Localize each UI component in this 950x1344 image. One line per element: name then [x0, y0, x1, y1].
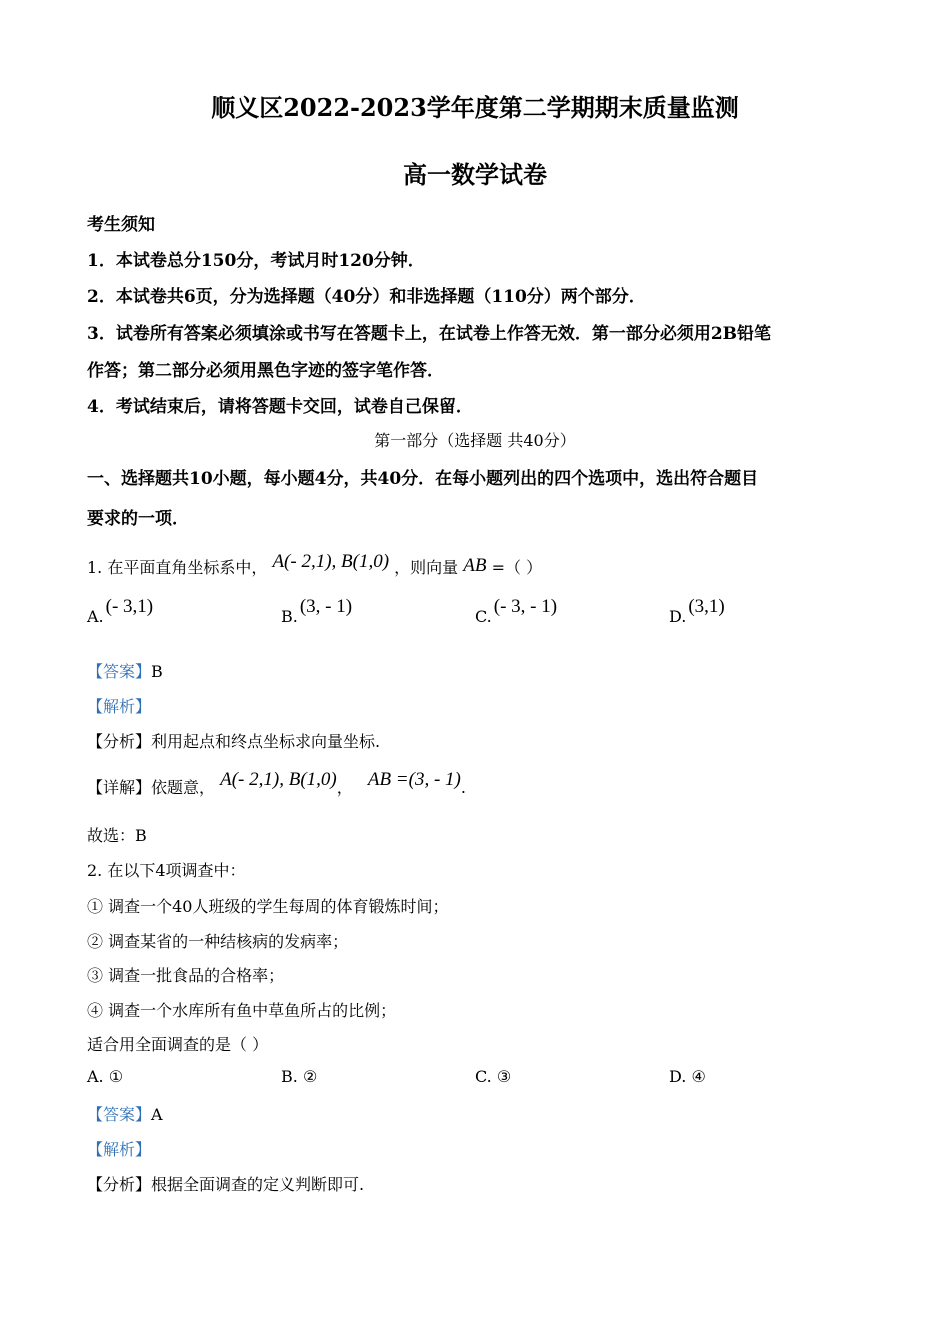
- answer-value: B: [151, 662, 163, 681]
- q2-option-c: [475, 1067, 511, 1086]
- notice-item-3: 3．试卷所有答案必须填涂或书写在答题卡上，在试卷上作答无效．第一部分必须用2B铅笔: [87, 324, 772, 344]
- option-label: A.: [87, 607, 104, 626]
- q1-option-c: [475, 596, 558, 628]
- notice-item-2: 2．本试卷共6页，分为选择题（40分）和非选择题（110分）两个部分．: [87, 287, 646, 307]
- option-value: ④: [691, 1067, 706, 1086]
- q1-option-b: [281, 596, 353, 628]
- detail-sep: ，: [336, 778, 353, 797]
- option-value: ②: [302, 1067, 318, 1086]
- q1-prefix: 1. 在平面直角坐标系中，: [87, 558, 268, 577]
- answer-tag: 【答案】: [87, 1105, 152, 1124]
- q1-answer: [87, 659, 163, 682]
- detail-end: .: [460, 778, 466, 797]
- part1-instruction-cont: 要求的一项．: [87, 509, 189, 529]
- question-1-stem: [87, 551, 543, 579]
- q2-option-a: [87, 1067, 123, 1086]
- question-2-stem: 2. 在以下4项调查中：: [87, 861, 246, 880]
- option-label: C.: [475, 1067, 492, 1086]
- exam-title: 顺义区2022-2023学年度第二学期期末质量监测: [211, 93, 739, 122]
- q1-vector-ab: AB: [463, 555, 487, 576]
- fenxi-text: 利用起点和终点坐标求向量坐标.: [151, 732, 381, 751]
- q1-middle: ，则向量: [394, 558, 459, 577]
- part1-title: 第一部分（选择题 共40分）: [374, 431, 576, 450]
- q2-answer: [87, 1102, 163, 1125]
- exam-subtitle: 高一数学试卷: [403, 160, 547, 189]
- q2-item-4: ④ 调查一个水库所有鱼中草鱼所占的比例；: [87, 1001, 397, 1020]
- q2-fenxi: [87, 1172, 364, 1195]
- option-label: D.: [669, 607, 687, 626]
- option-value: ③: [496, 1067, 512, 1086]
- fenxi-tag: 【分析】: [87, 1175, 152, 1194]
- part1-instruction: 一、选择题共10小题，每小题4分，共40分．在每小题列出的四个选项中，选出符合题目: [87, 469, 759, 489]
- detail-tag: 【详解】: [87, 778, 152, 797]
- notice-item-4: 4．考试结束后，请将答题卡交回，试卷自己保留．: [87, 397, 473, 417]
- option-label: B.: [281, 1067, 298, 1086]
- option-value: (- 3,1): [105, 596, 154, 617]
- answer-tag: 【答案】: [87, 662, 152, 681]
- q1-option-a: [87, 596, 154, 628]
- option-label: A.: [87, 1067, 104, 1086]
- option-value: ①: [108, 1067, 124, 1086]
- notice-heading: 考生须知: [87, 215, 155, 235]
- option-label: D.: [669, 1067, 687, 1086]
- q1-conclusion: 故选：B: [87, 826, 147, 845]
- option-value: (3, - 1): [299, 596, 353, 617]
- option-label: B.: [281, 607, 298, 626]
- q1-points-math: A(- 2,1), B(1,0): [272, 551, 390, 572]
- q1-detail: [87, 769, 466, 799]
- notice-item-3-cont: 作答；第二部分必须用黑色字迹的签字笔作答．: [87, 361, 444, 381]
- q1-suffix: =（ ）: [491, 558, 543, 577]
- notice-item-1: 1．本试卷总分150分，考试月时120分钟．: [87, 251, 425, 271]
- fenxi-text: 根据全面调查的定义判断即可.: [151, 1175, 365, 1194]
- detail-math-points: A(- 2,1), B(1,0): [220, 769, 337, 790]
- q1-fenxi: [87, 729, 380, 752]
- q2-option-d: [669, 1067, 706, 1086]
- option-label: C.: [475, 607, 492, 626]
- q2-item-1: ① 调查一个40人班级的学生每周的体育锻炼时间；: [87, 897, 449, 916]
- q1-option-d: [669, 596, 725, 628]
- q2-analysis-tag: 【解析】: [87, 1140, 152, 1159]
- q2-option-b: [281, 1067, 317, 1086]
- option-value: (- 3, - 1): [493, 596, 558, 617]
- q1-analysis-tag: 【解析】: [87, 697, 152, 716]
- option-value: (3,1): [688, 596, 725, 617]
- fenxi-tag: 【分析】: [87, 732, 152, 751]
- detail-prefix: 依题意，: [151, 778, 216, 797]
- q2-question: 适合用全面调查的是（ ）: [87, 1035, 269, 1054]
- answer-value: A: [151, 1105, 163, 1124]
- q2-item-2: ② 调查某省的一种结核病的发病率；: [87, 932, 349, 951]
- q2-item-3: ③ 调查一批食品的合格率；: [87, 966, 285, 985]
- detail-math-vector: AB =(3, - 1): [367, 769, 461, 790]
